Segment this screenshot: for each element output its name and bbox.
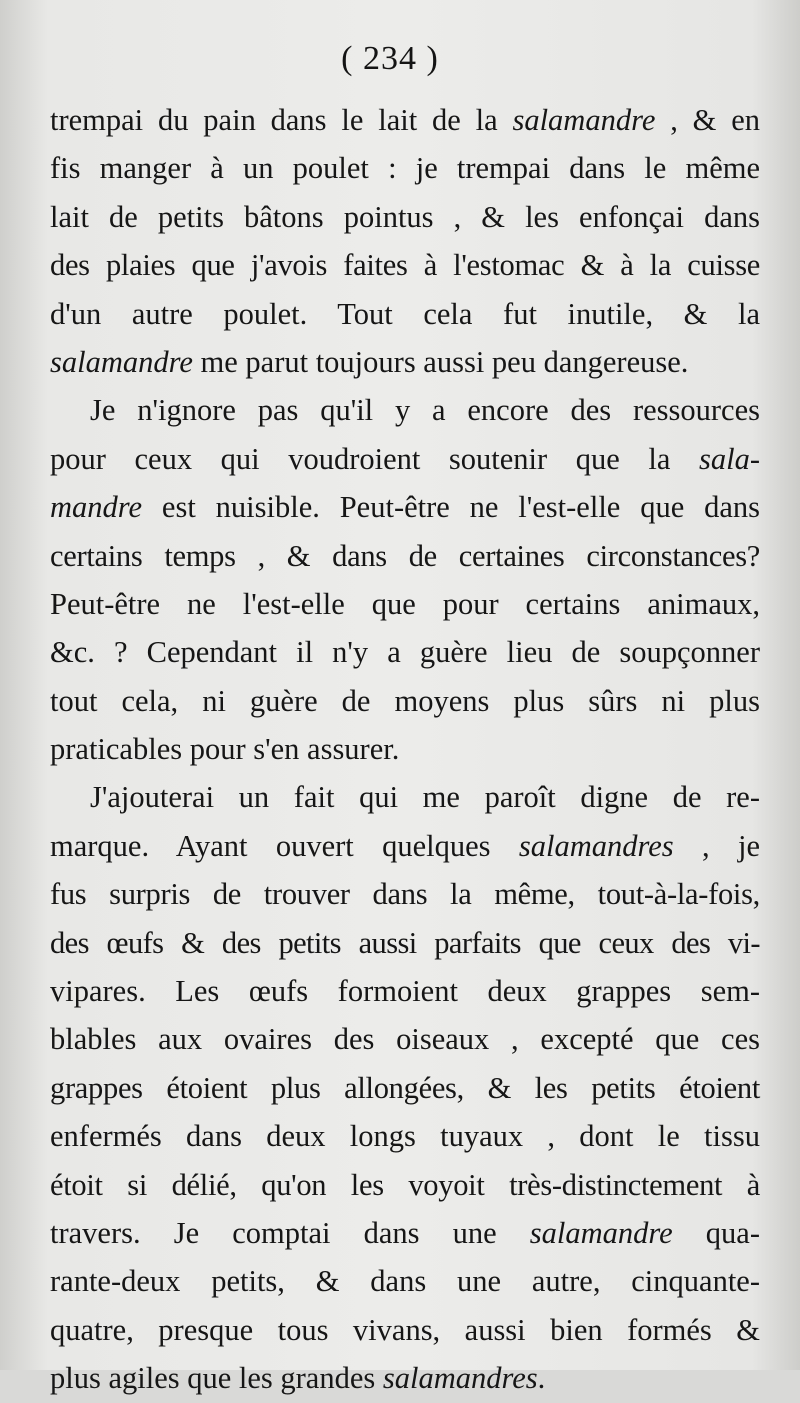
line-italic: salamandre xyxy=(50,344,193,379)
line-text: est nuisible. Peut-être ne l'est-elle que dans xyxy=(142,490,760,525)
text-line xyxy=(50,628,760,676)
line-text: &c. ? Cependant il n'y a guère lieu de soupçonner xyxy=(50,635,760,670)
text-line xyxy=(50,1064,760,1112)
line-text: enfermés dans deux longs tuyaux , dont le tissu xyxy=(50,1119,760,1154)
line-text: vipares. Les œufs formoient deux grappes sem- xyxy=(50,974,760,1009)
line-text: trempai du pain dans le lait de la xyxy=(50,103,513,137)
line-text: fus surpris de trouver dans la même, tout-à-la-fois, xyxy=(50,877,760,912)
text-line xyxy=(50,773,760,821)
line-text: Je n'ignore pas qu'il y a encore des ressources xyxy=(90,393,760,428)
text-line xyxy=(50,532,760,580)
line-text: praticables pour s'en assurer. xyxy=(50,732,400,767)
text-line xyxy=(50,241,760,289)
line-italic: mandre xyxy=(50,490,143,525)
text-line xyxy=(50,483,760,531)
line-text: plus agiles que les grandes xyxy=(50,1361,383,1396)
line-italic: salamandres xyxy=(518,828,674,863)
text-line xyxy=(50,870,760,918)
line-text: qua- xyxy=(672,1215,760,1250)
line-text: Peut-être ne l'est-elle que pour certains animaux, xyxy=(50,586,760,621)
text-line xyxy=(50,386,760,434)
line-italic: salamandre xyxy=(512,103,656,137)
text-line xyxy=(50,96,760,144)
text-line xyxy=(50,580,760,628)
line-text: , je xyxy=(673,828,760,863)
text-line xyxy=(50,725,760,773)
text-line xyxy=(50,338,760,386)
line-italic: salamandre xyxy=(529,1215,673,1250)
text-line xyxy=(50,1161,760,1209)
text-line xyxy=(50,1015,760,1063)
text-line xyxy=(50,290,760,338)
text-line xyxy=(50,435,760,483)
text-line xyxy=(50,1306,760,1354)
line-text: J'ajouterai un fait qui me paroît digne de re- xyxy=(90,780,760,815)
text-line xyxy=(50,193,760,241)
text-line xyxy=(50,919,760,967)
line-text: grappes étoient plus allongées, & les petits étoient xyxy=(50,1070,760,1105)
line-italic: sala- xyxy=(699,441,760,476)
text-line xyxy=(50,1112,760,1160)
text-line xyxy=(50,677,760,725)
text-line xyxy=(50,1257,760,1305)
text-line xyxy=(50,1354,760,1402)
line-text: fis manger à un poulet : je trempai dans le même xyxy=(50,151,760,186)
line-text: lait de petits bâtons pointus , & les enfonçai dans xyxy=(50,199,760,234)
line-text: étoit si délié, qu'on les voyoit très-distinctement à xyxy=(50,1167,760,1202)
line-text: des plaies que j'avois faites à l'estomac & à la cuisse xyxy=(50,248,760,283)
page-number: ( 234 ) xyxy=(341,40,439,77)
line-text: me parut toujours aussi peu dangereuse. xyxy=(192,344,689,379)
line-text: , & en xyxy=(655,103,760,137)
line-text: pour ceux qui voudroient soutenir que la xyxy=(50,441,699,476)
line-text: marque. Ayant ouvert quelques xyxy=(50,828,519,863)
text-line xyxy=(50,1209,760,1257)
text-line xyxy=(50,822,760,870)
text-line xyxy=(50,967,760,1015)
line-text: quatre, presque tous vivans, aussi bien formés & xyxy=(50,1312,760,1347)
line-text: travers. Je comptai dans une xyxy=(50,1215,530,1250)
line-text: rante-deux petits, & dans une autre, cinquante- xyxy=(50,1264,760,1299)
text-line xyxy=(50,144,760,192)
line-text: des œufs & des petits aussi parfaits que ceux des vi- xyxy=(50,925,760,960)
line-text: blables aux ovaires des oiseaux , excepté que ces xyxy=(50,1022,760,1057)
line-text: tout cela, ni guère de moyens plus sûrs ni plus xyxy=(50,683,760,718)
line-text: . xyxy=(537,1361,546,1396)
line-text: d'un autre poulet. Tout cela fut inutile, & la xyxy=(50,296,760,331)
line-text: certains temps , & dans de certaines circonstances? xyxy=(50,538,760,573)
body-text xyxy=(50,96,760,1403)
line-italic: salamandres xyxy=(382,1361,538,1396)
